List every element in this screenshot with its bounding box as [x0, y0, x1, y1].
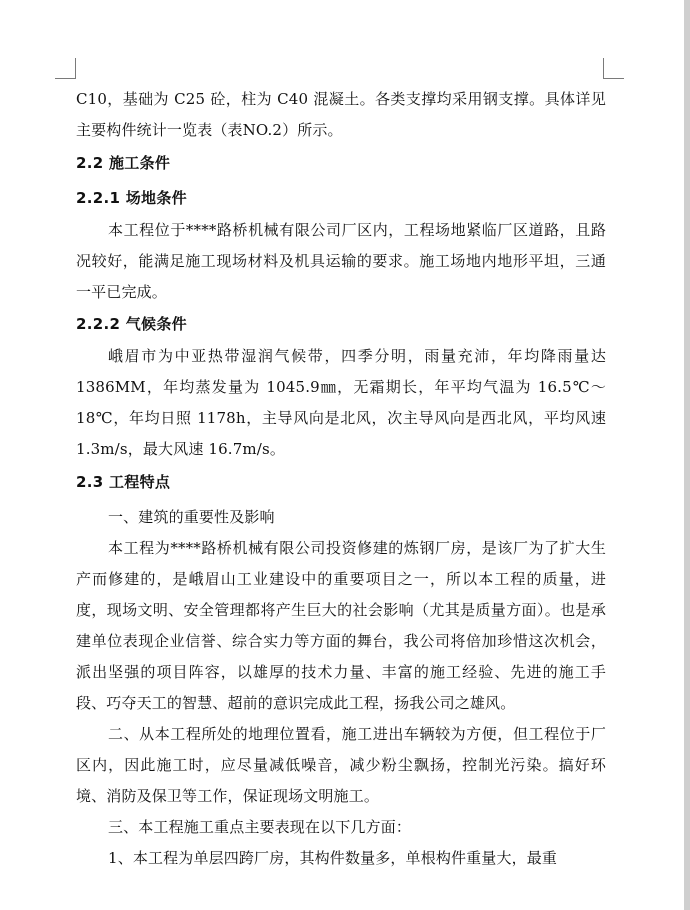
paragraph-intro-continuation: C10，基础为 C25 砼，柱为 C40 混凝土。各类支撑均采用钢支撑。具体详见主要构件统计一览表（表NO.2）所示。 — [76, 90, 606, 139]
top-right-margin-marker — [603, 58, 624, 79]
document-body — [76, 84, 606, 874]
paragraph-importance-heading: 一、建筑的重要性及影响 — [108, 508, 275, 526]
paragraph-location-considerations: 二、从本工程所处的地理位置看，施工进出车辆较为方便，但工程位于厂区内，因此施工时，应尽量减低噪音，减少粉尘飘扬，控制光污染。搞好环境、消防及保卫等工作，保证现场文明施工。 — [76, 725, 606, 805]
subsection-heading-2-2-1: 2.2.1 场地条件 — [76, 189, 187, 207]
section-heading-2-3: 2.3 工程特点 — [76, 473, 171, 491]
paragraph-site-conditions: 本工程位于****路桥机械有限公司厂区内，工程场地紧临厂区道路，且路况较好，能满足施工现场材料及机具运输的要求。施工场地内地形平坦，三通一平已完成。 — [76, 221, 606, 301]
section-heading-2-2: 2.2 施工条件 — [76, 154, 171, 172]
paragraph-key-points-intro: 三、本工程施工重点主要表现在以下几方面： — [108, 818, 412, 836]
subsection-heading-2-2-2: 2.2.2 气候条件 — [76, 315, 187, 333]
paragraph-importance-impact: 本工程为****路桥机械有限公司投资修建的炼钢厂房，是该厂为了扩大生产而修建的，是峨眉山工业建设中的重要项目之一，所以本工程的质量，进度，现场文明、安全管理都将产生巨大的社会影响（尤其是质量方面）。也是承建单位表现企业信誉、综合实力等方面的舞台，我公司将倍加珍惜这次机会，派出坚强的项目阵容，以雄厚的技术力量、丰富的施工经验、先进的施工手段、巧夺天工的智慧、超前的意识完成此工程，扬我公司之雄风。 — [76, 539, 606, 712]
top-left-margin-marker — [55, 58, 76, 79]
paragraph-climate-conditions: 峨眉市为中亚热带湿润气候带，四季分明，雨量充沛，年均降雨量达 1386MM，年均蒸发量为 1045.9㎜，无霜期长，年平均气温为 16.5℃～18℃，年均日照 1178h，主导风向是北风，次主导风向是西北风，平均风速 1.3m/s，最大风速 16.7m/s。 — [76, 347, 606, 458]
window-right-edge — [684, 0, 690, 910]
paragraph-key-point-one: 1、本工程为单层四跨厂房，其构件数量多，单根构件重量大，最重 — [108, 849, 558, 867]
